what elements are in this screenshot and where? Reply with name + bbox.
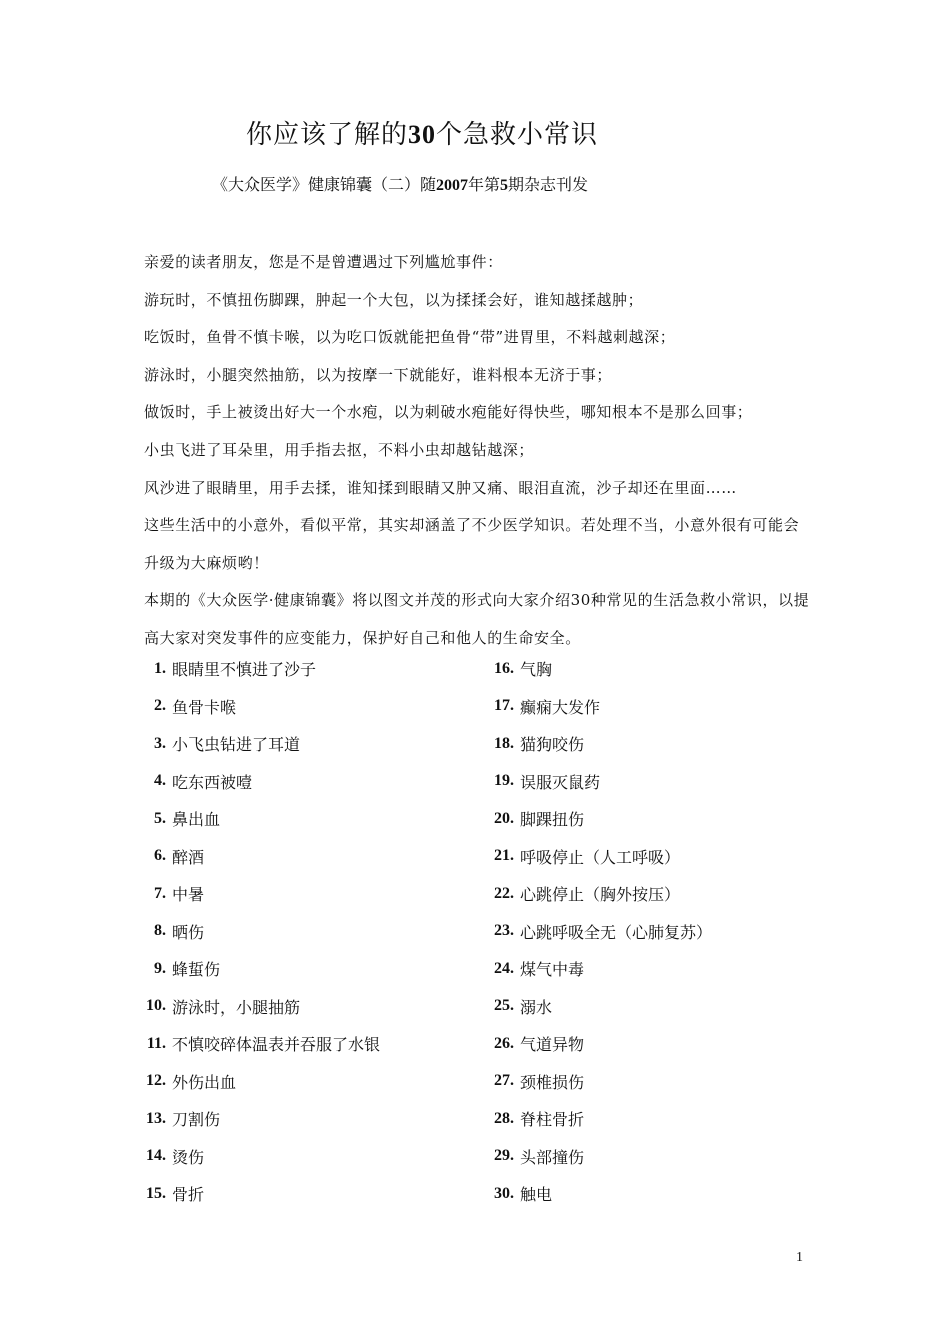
list-item [144,1025,492,1063]
list-item-number: 30. [494,1184,514,1202]
list-item [492,725,812,763]
list-item [492,913,812,951]
list-item [144,875,492,913]
list-item-text: 头部撞伤 [520,1147,585,1167]
list-item-text: 鼻出血 [172,810,221,830]
subtitle [212,172,588,195]
list-item-text: 眼睛里不慎进了沙子 [172,660,317,680]
list-item-text: 猫狗咬伤 [520,735,585,755]
list-item-text: 颈椎损伤 [520,1072,585,1092]
list-item-number: 23. [494,922,514,940]
list-item [144,763,492,801]
intro-paragraph: 风沙进了眼睛里，用手去揉，谁知揉到眼睛又肿又痛、眼泪直流，沙子却还在里面…… [144,478,737,497]
list-item-number: 16. [494,659,514,677]
list-item-number: 1. [154,659,166,677]
list-item [492,1175,812,1213]
list-item [144,950,492,988]
list-item-text: 醉酒 [172,847,205,867]
list-item-number: 13. [146,1109,166,1127]
list-item-number: 28. [494,1109,514,1127]
list-item-text: 游泳时，小腿抽筋 [172,997,301,1017]
list-item-number: 15. [146,1184,166,1202]
list-item-number: 20. [494,809,514,827]
intro-text [144,244,812,658]
subtitle-part1: 《大众医学》健康锦囊（二）随 [212,175,437,194]
title-number: 30 [408,120,437,149]
intro-paragraph: 小虫飞进了耳朵里，用手指去抠，不料小虫却越钻越深； [144,440,535,459]
intro-paragraph: 这些生活中的小意外，看似平常，其实却涵盖了不少医学知识。若处理不当，小意外很有可能会升级为大麻烦哟！ [144,516,800,572]
list-item [144,838,492,876]
list-item-text: 气胸 [520,660,553,680]
subtitle-part3: 期杂志刊发 [508,175,589,194]
list-item-text: 脚踝扭伤 [520,810,585,830]
intro-paragraph: 游玩时，不慎扭伤脚踝，肿起一个大包，以为揉揉会好，谁知越揉越肿； [144,290,644,309]
list-item-number: 2. [154,697,166,715]
title-prefix: 你应该了解的 [246,120,409,150]
subtitle-part2: 年第 [468,175,501,194]
list-item [492,950,812,988]
list-item-text: 触电 [520,1185,553,1205]
list-item-text: 呼吸停止（人工呼吸） [520,847,681,867]
list-item-text: 吃东西被噎 [172,772,253,792]
list-item [144,1063,492,1101]
list-item [144,725,492,763]
list-item [492,838,812,876]
list-item-text: 不慎咬碎体温表并吞服了水银 [172,1035,381,1055]
list-item [492,688,812,726]
title-suffix: 个急救小常识 [436,120,599,150]
list-item-number: 9. [154,959,166,977]
list-item-number: 22. [494,884,514,902]
list-item-text: 晒伤 [172,922,205,942]
list-item [492,763,812,801]
list-item [144,988,492,1026]
list-item-text: 心跳呼吸全无（心肺复苏） [520,922,713,942]
list-item-number: 7. [154,884,166,902]
list-item-text: 中暑 [172,885,205,905]
list-item [144,800,492,838]
intro-paragraph: 本期的《大众医学·健康锦囊》将以图文并茂的形式向大家介绍30种常见的生活急救小常识，以提高大家对突发事件的应变能力，保护好自己和他人的生命安全。 [144,591,810,647]
page-number: 1 [796,1250,803,1265]
list-item-number: 14. [146,1147,166,1165]
list-item-number: 5. [154,809,166,827]
list-item [144,913,492,951]
list-item [492,650,812,688]
intro-paragraph: 做饭时，手上被烫出好大一个水疱，以为刺破水疱能好得快些，哪知根本不是那么回事； [144,403,753,422]
list-item [492,800,812,838]
list-item-number: 10. [146,997,166,1015]
list-item [144,1100,492,1138]
list-item-text: 煤气中毒 [520,960,585,980]
list-item-number: 25. [494,997,514,1015]
list-item [144,1138,492,1176]
list-item-number: 18. [494,734,514,752]
list-item-number: 11. [146,1034,166,1052]
list-item-number: 26. [494,1034,514,1052]
list-item [144,688,492,726]
list-item-text: 骨折 [172,1185,205,1205]
list-item-text: 溺水 [520,997,553,1017]
intro-paragraph: 游泳时，小腿突然抽筋，以为按摩一下就能好，谁料根本无济于事； [144,365,613,384]
list-item-number: 27. [494,1072,514,1090]
list-item [492,1100,812,1138]
topic-list [144,650,812,1213]
list-item-text: 气道异物 [520,1035,585,1055]
list-item-text: 误服灭鼠药 [520,772,601,792]
list-item-number: 8. [154,922,166,940]
list-item-text: 心跳停止（胸外按压） [520,885,681,905]
list-item-number: 24. [494,959,514,977]
intro-paragraph: 亲爱的读者朋友，您是不是曾遭遇过下列尴尬事件： [144,253,503,271]
list-item-text: 外伤出血 [172,1072,237,1092]
subtitle-issue: 5 [500,177,509,194]
list-item [492,988,812,1026]
list-item-text: 小飞虫钻进了耳道 [172,735,301,755]
list-item-number: 17. [494,697,514,715]
list-item-text: 鱼骨卡喉 [172,697,237,717]
list-item-text: 脊柱骨折 [520,1110,585,1130]
list-item [492,875,812,913]
list-item-text: 蜂蜇伤 [172,960,221,980]
page-title [246,114,598,151]
list-item [144,650,492,688]
list-item-number: 3. [154,734,166,752]
list-item-number: 4. [154,772,166,790]
list-item-number: 12. [146,1072,166,1090]
subtitle-year: 2007 [436,177,469,194]
list-item-number: 6. [154,847,166,865]
list-item-number: 21. [494,847,514,865]
list-item [144,1175,492,1213]
list-item-number: 29. [494,1147,514,1165]
list-item [492,1138,812,1176]
list-item-number: 19. [494,772,514,790]
list-item-text: 癫痫大发作 [520,697,601,717]
list-item-text: 刀割伤 [172,1110,221,1130]
list-item [492,1063,812,1101]
list-item-text: 烫伤 [172,1147,205,1167]
intro-paragraph: 吃饭时，鱼骨不慎卡喉，以为吃口饭就能把鱼骨“带”进胃里，不料越刺越深； [144,328,676,347]
list-item [492,1025,812,1063]
